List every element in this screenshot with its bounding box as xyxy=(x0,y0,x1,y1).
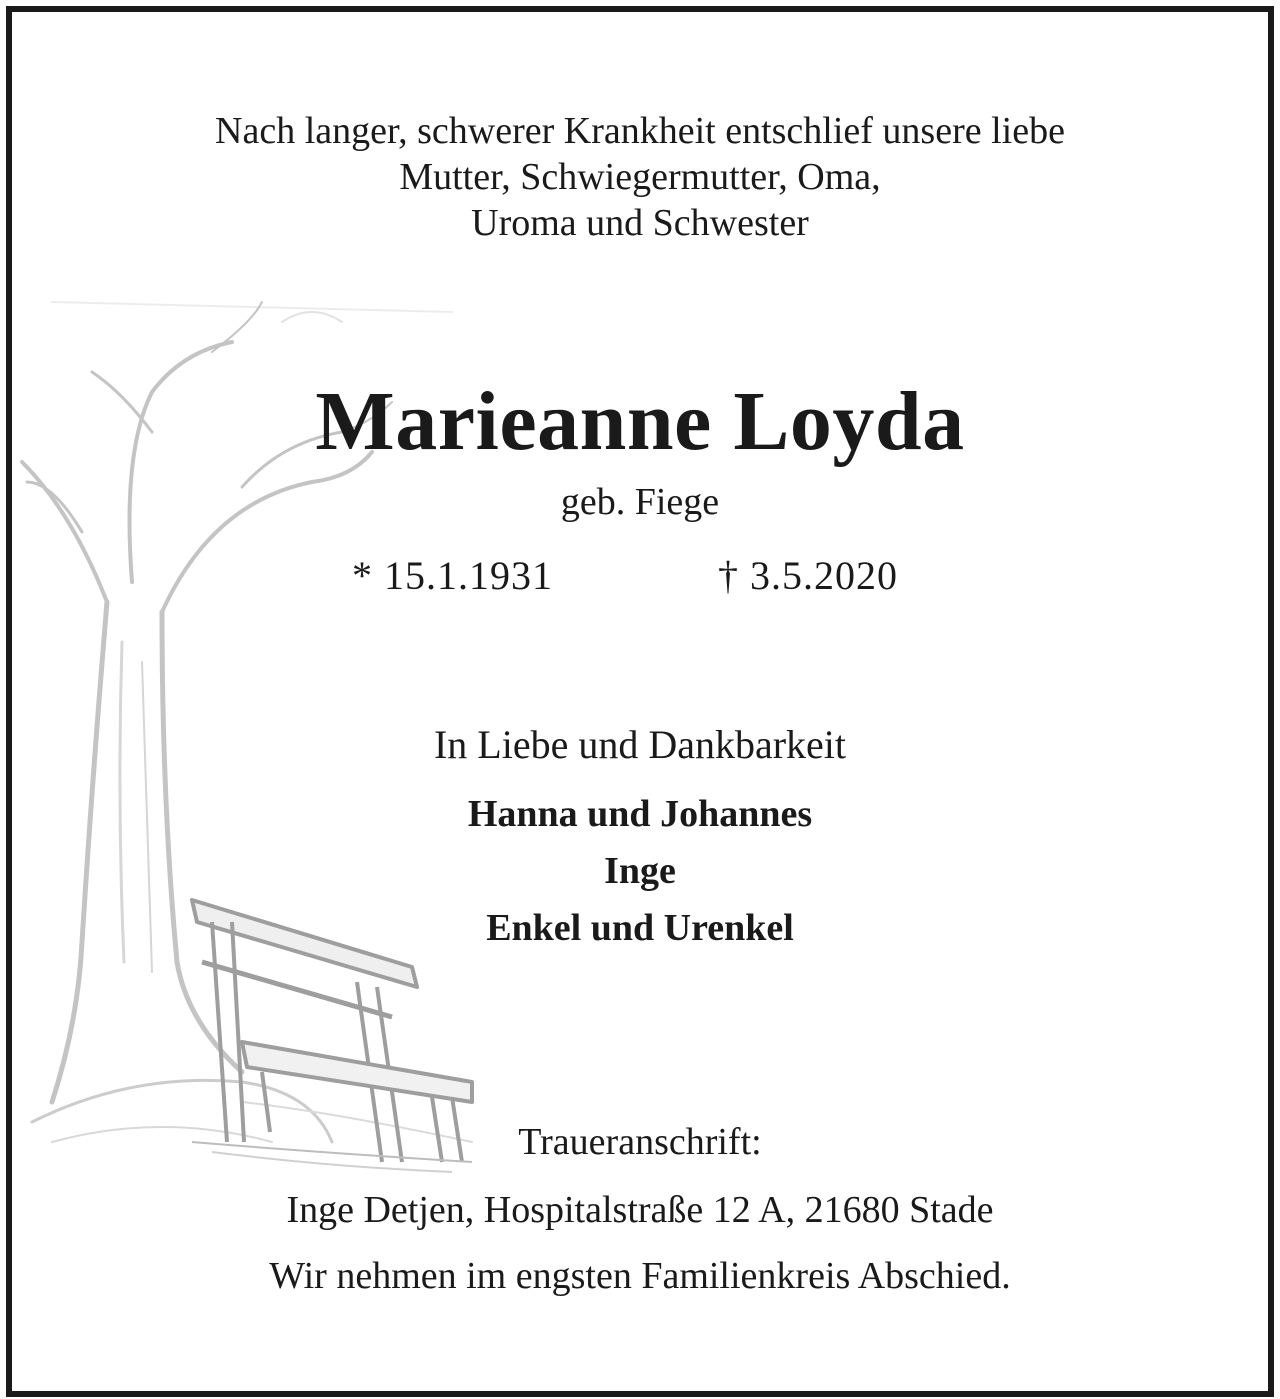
deceased-name: Marieanne Loyda xyxy=(315,375,965,468)
mourning-address: Inge Detjen, Hospitalstraße 12 A, 21680 Stade xyxy=(286,1189,994,1231)
intro-line-1: Nach langer, schwerer Krankheit entschlief unsere liebe xyxy=(215,110,1065,152)
mourners-list xyxy=(12,786,1268,957)
intro-text xyxy=(12,108,1268,246)
intro-line-2: Mutter, Schwiegermutter, Oma, xyxy=(399,156,881,198)
obituary-notice xyxy=(6,6,1274,1397)
mourner-name: Hanna und Johannes xyxy=(467,793,813,835)
death-date: † 3.5.2020 xyxy=(718,553,898,598)
address-label: Traueranschrift: xyxy=(518,1121,762,1163)
birth-name: geb. Fiege xyxy=(560,481,720,523)
mourners-intro: In Liebe und Dankbarkeit xyxy=(433,722,847,767)
farewell-note: Wir nehmen im engsten Familienkreis Abschied. xyxy=(269,1255,1011,1297)
mourner-name: Enkel und Urenkel xyxy=(486,907,794,949)
intro-line-3: Uroma und Schwester xyxy=(471,202,809,244)
mourner-name: Inge xyxy=(604,850,676,892)
birth-date: * 15.1.1931 xyxy=(352,553,553,598)
